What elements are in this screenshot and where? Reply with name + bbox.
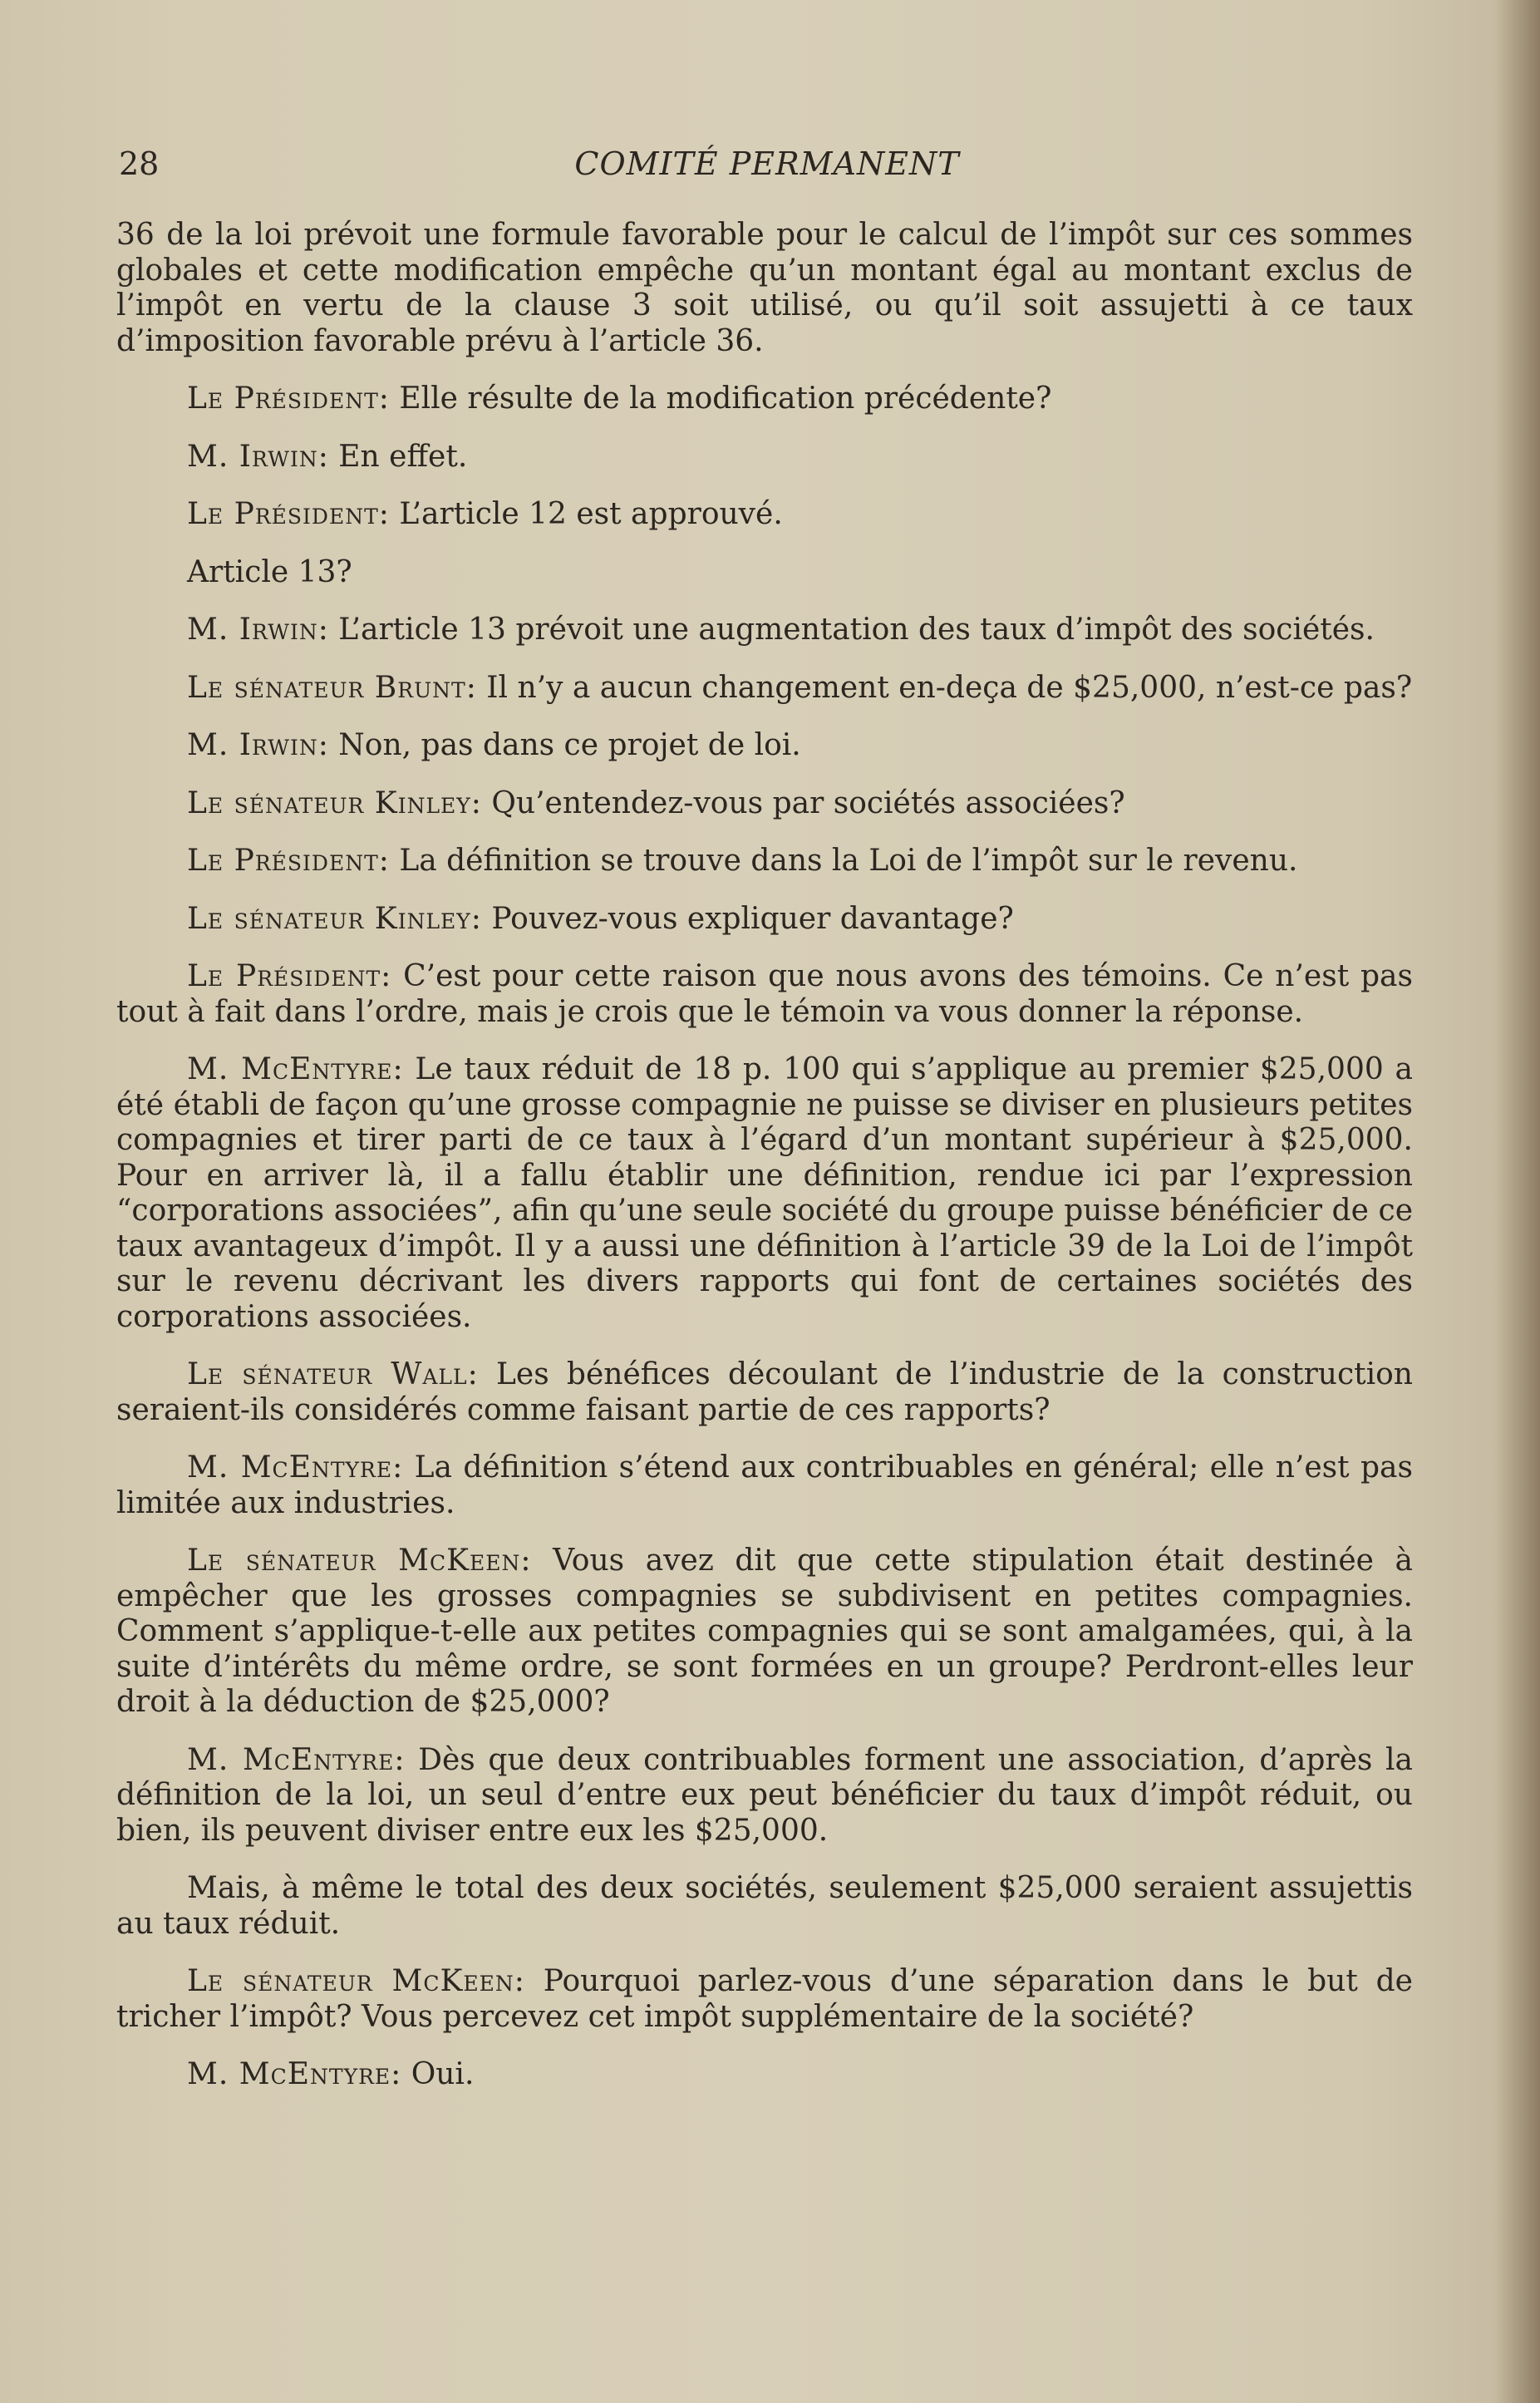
page-header [119,145,1415,195]
paragraph [116,440,1413,475]
speaker-name: Le Président: [187,959,392,993]
paragraph [116,613,1413,648]
paragraph-text: Il n’y a aucun changement en-deça de $25,000, n’est-ce pas? [476,670,1413,705]
speaker-name: Le sénateur McKeen: [187,1964,525,1998]
paragraph-text: En effet. [328,439,468,474]
paragraph [116,382,1413,417]
speaker-name: Le Président: [187,382,390,416]
paragraph [116,786,1413,822]
paragraph-text: Qu’entendez-vous par sociétés associées? [481,785,1125,820]
paragraph [116,1964,1413,2035]
paragraph [116,1743,1413,1849]
paragraph [116,959,1413,1030]
speaker-name: M. McEntyre: [187,2057,402,2091]
paragraph [116,555,1413,591]
transcript-body [116,218,1413,2115]
speaker-name: Le sénateur Brunt: [187,670,477,705]
paragraph-text: La définition se trouve dans la Loi de l’impôt sur le revenu. [389,844,1298,878]
paragraph [116,1450,1413,1521]
speaker-name: Le sénateur Kinley: [187,785,482,820]
speaker-name: M. Irwin: [187,728,329,762]
speaker-name: M. Irwin: [187,613,329,647]
paragraph-text: Elle résulte de la modification précédente? [389,382,1052,416]
paragraph [116,497,1413,533]
page-number: 28 [119,145,160,182]
paragraph-text: L’article 12 est approuvé. [389,497,783,531]
speaker-name: Le Président: [187,844,390,878]
paragraph [116,671,1413,707]
paragraph [116,1544,1413,1721]
paragraph-text: Non, pas dans ce projet de loi. [328,728,801,762]
paragraph [116,1357,1413,1428]
speaker-name: Le sénateur Kinley: [187,901,482,936]
speaker-name: M. McEntyre: [187,1052,404,1086]
paragraph-text: L’article 13 prévoit une augmentation des taux d’impôt des sociétés. [328,613,1375,647]
speaker-name: M. McEntyre: [187,1450,404,1485]
running-title: COMITÉ PERMANENT [574,145,960,182]
paragraph [116,902,1413,938]
paragraph-text: C’est pour cette raison que nous avons des témoins. Ce n’est pas tout à fait dans l’ordre, mais je crois que le témoin va vous donner la réponse. [116,959,1413,1029]
paragraph-text: Dès que deux contribuables forment une association, d’après la définition de la loi, un seul d’entre eux peut bénéficier du taux d’impôt réduit, ou bien, ils peuvent diviser entre eux les $25,000. [116,1742,1413,1848]
paragraph-text: 36 de la loi prévoit une formule favorable pour le calcul de l’impôt sur ces sommes globales et cette modification empêche qu’un montant égal au montant exclus de l’impôt en vertu de la clause 3 soit utilisé, ou qu’il soit assujetti à ce taux d’imposition favorable prévu à l’article 36. [116,218,1413,358]
paragraph-text: Vous avez dit que cette stipulation était destinée à empêcher que les grosses compagnies se subdivisent en petites compagnies. Comment s’applique-t-elle aux petites compagnies qui se sont amalgamées, qui, à la suite d’intérêts du même ordre, se sont formées en un groupe? Perdront-elles leur droit à la déduction de $25,000? [116,1544,1414,1719]
speaker-name: Le Président: [187,497,390,531]
speaker-name: Le sénateur McKeen: [187,1544,532,1578]
speaker-name: Le sénateur Wall: [187,1357,479,1391]
paragraph-text: La définition s’étend aux contribuables en général; elle n’est pas limitée aux industries. [116,1450,1413,1520]
paragraph-text: Mais, à même le total des deux sociétés, seulement $25,000 seraient assujettis au taux réduit. [116,1871,1413,1941]
paragraph-text: Le taux réduit de 18 p. 100 qui s’applique au premier $25,000 a été établi de façon qu’une grosse compagnie ne puisse se diviser en plusieurs petites compagnies et tirer parti de ce taux à l’égard d’un montant supérieur à $25,000. Pour en arriver là, il a fallu établir une définition, rendue ici par l’expression “corporations associées”, afin qu’une seule société du groupe puisse bénéficier de ce taux avantageux d’impôt. Il y a aussi une définition à l’article 39 de la Loi de l’impôt sur le revenu décrivant les divers rapports qui font de certaines sociétés des corporations associées. [116,1052,1413,1334]
paragraph-text: Pourquoi parlez-vous d’une séparation dans le but de tricher l’impôt? Vous percevez cet impôt supplémentaire de la société? [116,1964,1413,2034]
paragraph-text: Article 13? [187,554,352,589]
paragraph [116,1871,1413,1942]
paragraph-text: Oui. [401,2057,475,2091]
paragraph [116,218,1413,359]
paragraph [116,1052,1413,1335]
paragraph [116,728,1413,764]
paragraph-text: Les bénéfices découlant de l’industrie de la construction seraient-ils considérés comme faisant partie de ces rapports? [116,1357,1413,1427]
speaker-name: M. Irwin: [187,439,329,474]
paragraph-text: Pouvez-vous expliquer davantage? [481,901,1014,936]
paragraph [116,844,1413,879]
paragraph [116,2057,1413,2093]
speaker-name: M. McEntyre: [187,1742,406,1777]
